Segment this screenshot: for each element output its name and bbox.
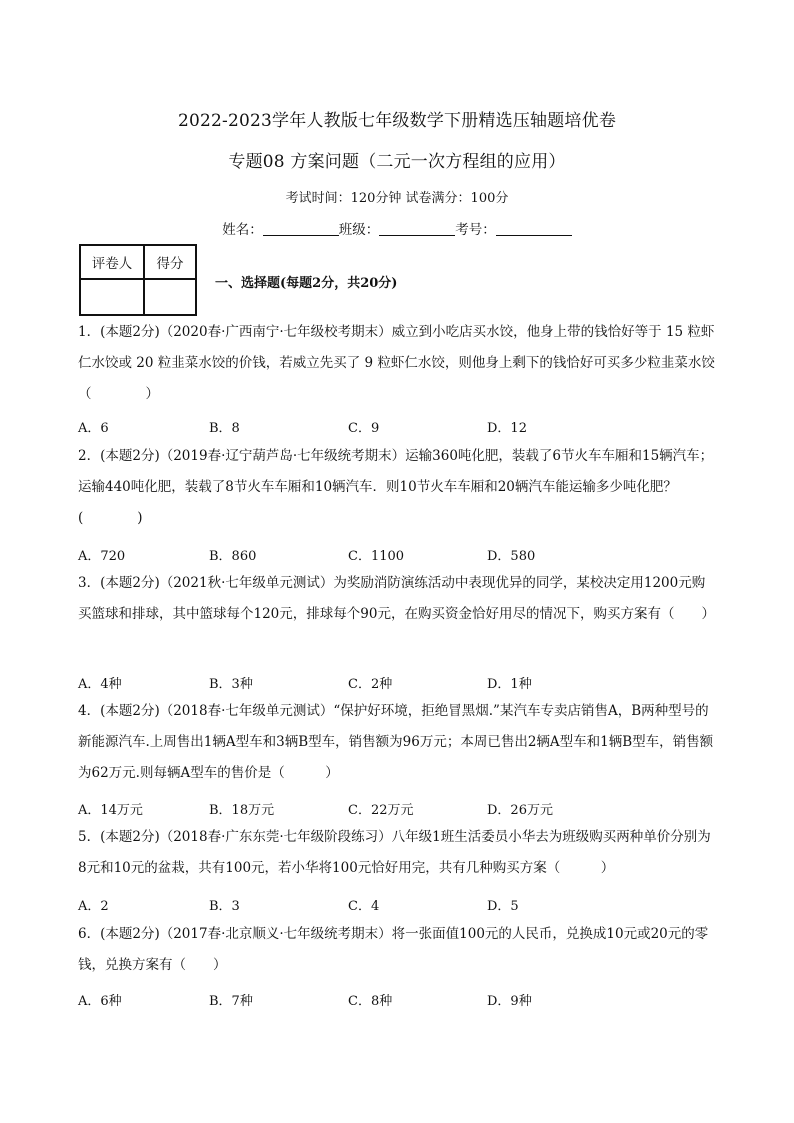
option-d: D．9种 xyxy=(487,994,532,1009)
name-label: 姓名： xyxy=(222,222,263,238)
option-c: C．4 xyxy=(348,899,380,914)
option-b: B．860 xyxy=(209,549,257,564)
grader-header: 评卷人 xyxy=(80,245,144,279)
question-3-options xyxy=(78,673,718,693)
question-6-options xyxy=(78,990,718,1010)
question-6: 6．(本题2分)（2017春·北京顺义·七年级统考期末）将一张面值100元的人民币，兑换成10元或20元的零钱，兑换方案有（ ） xyxy=(78,926,709,973)
question-1: 1．(本题2分)（2020春·广西南宁·七年级校考期末）威立到小吃店买水饺，他身上带的钱恰好等于 15 粒虾仁水饺或 20 粒韭菜水饺的价钱，若威立先买了 9 粒虾仁水饺，则他身上剩下的钱恰好可买多少粒韭菜水饺（ ） xyxy=(78,324,715,402)
option-b: B．3 xyxy=(209,899,240,914)
option-d: D．12 xyxy=(487,421,527,436)
name-blank xyxy=(263,223,339,236)
option-a: A．6种 xyxy=(78,994,122,1009)
option-b: B．7种 xyxy=(209,994,253,1009)
option-b: B．8 xyxy=(209,421,240,436)
question-4: 4．(本题2分)（2018春·七年级单元测试）“保护好环境，拒绝冒黑烟.”某汽车专卖店销售A，B两种型号的新能源汽车.上周售出1辆A型车和3辆B型车，销售额为96万元；本周已售出2辆A型车和1辆B型车，销售额为62万元.则每辆A型车的售价是（ ） xyxy=(78,703,714,781)
score-cell xyxy=(144,279,196,315)
class-blank xyxy=(379,223,455,236)
option-c: C．1100 xyxy=(348,549,405,564)
option-a: A．6 xyxy=(78,421,109,436)
option-d: D．26万元 xyxy=(487,803,553,818)
student-info-line xyxy=(0,218,794,238)
exam-info: 考试时间：120分钟 试卷满分：100分 xyxy=(285,191,509,206)
question-5-options xyxy=(78,895,718,915)
option-d: D．5 xyxy=(487,899,519,914)
option-b: B．18万元 xyxy=(209,803,275,818)
grader-cell xyxy=(80,279,144,315)
option-a: A．720 xyxy=(78,549,126,564)
question-2-options xyxy=(78,545,718,565)
option-c: C．9 xyxy=(348,421,380,436)
question-5: 5．(本题2分)（2018春·广东东莞·七年级阶段练习）八年级1班生活委员小华去为班级购买两种单价分别为8元和10元的盆栽，共有100元，若小华将100元恰好用完，共有几种购买方案（ ） xyxy=(78,829,711,876)
score-table xyxy=(79,244,197,316)
question-2: 2．(本题2分)（2019春·辽宁葫芦岛·七年级统考期末）运输360吨化肥，装载了6节火车车厢和15辆汽车；运输440吨化肥，装载了8节火车车厢和10辆汽车．则10节火车车厢和20辆汽车能运输多少吨化肥？( ) xyxy=(78,448,714,526)
number-label: 考号： xyxy=(455,222,496,238)
document-title: 2022-2023学年人教版七年级数学下册精选压轴题培优卷 xyxy=(177,111,617,131)
option-a: A．2 xyxy=(78,899,109,914)
document-subtitle: 专题08 方案问题（二元一次方程组的应用） xyxy=(228,152,566,172)
option-b: B．3种 xyxy=(209,677,253,692)
number-blank xyxy=(496,223,572,236)
question-4-options xyxy=(78,799,718,819)
class-label: 班级： xyxy=(338,222,380,238)
option-c: C．22万元 xyxy=(348,803,414,818)
option-d: D．1种 xyxy=(487,677,532,692)
option-c: C．2种 xyxy=(348,677,393,692)
option-c: C．8种 xyxy=(348,994,393,1009)
question-1-options xyxy=(78,417,718,437)
question-3: 3．(本题2分)（2021秋·七年级单元测试）为奖励消防演练活动中表现优异的同学，某校决定用1200元购买篮球和排球，其中篮球每个120元，排球每个90元，在购买资金恰好用尽的情况下，购买方案有（ ） xyxy=(78,575,715,622)
option-d: D．580 xyxy=(487,549,536,564)
score-header: 得分 xyxy=(144,245,196,279)
option-a: A．4种 xyxy=(78,677,122,692)
section-title: 一、选择题(每题2分，共20分) xyxy=(215,276,398,291)
option-a: A．14万元 xyxy=(78,803,143,818)
